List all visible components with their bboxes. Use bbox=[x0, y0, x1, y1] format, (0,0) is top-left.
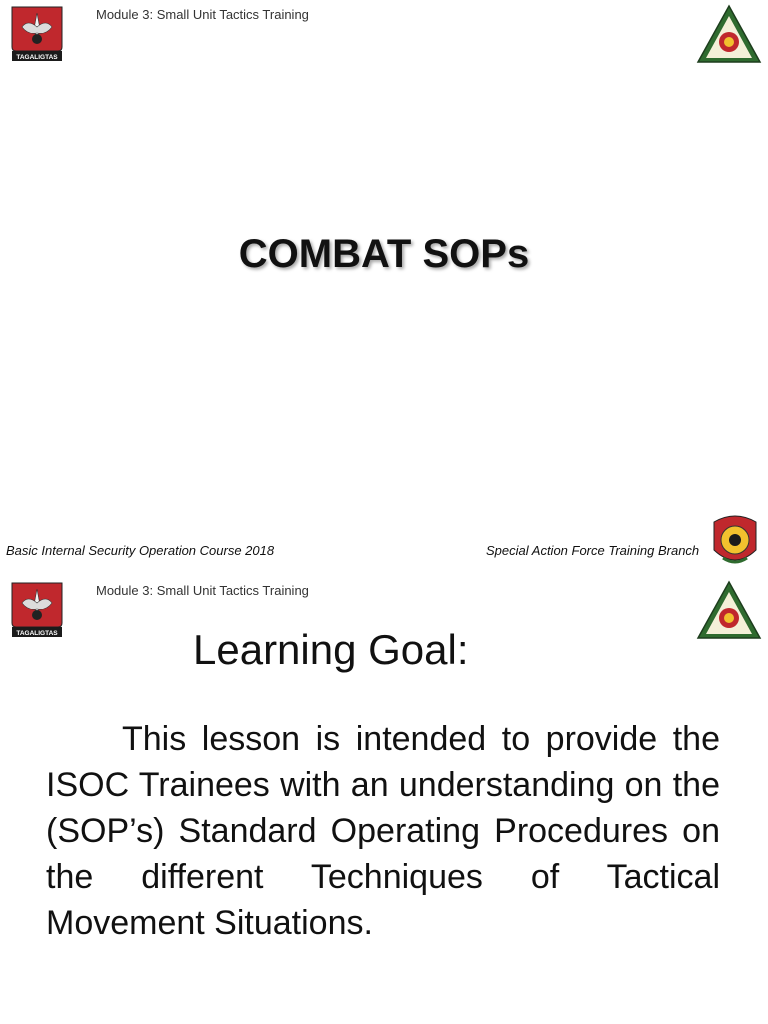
module-header: Module 3: Small Unit Tactics Training bbox=[96, 583, 309, 598]
tagaligtas-emblem-icon bbox=[8, 581, 66, 639]
course-footer: Basic Internal Security Operation Course 2018 bbox=[6, 543, 275, 558]
triangle-seal-icon bbox=[696, 580, 762, 640]
module-header: Module 3: Small Unit Tactics Training bbox=[96, 7, 309, 22]
branch-footer: Special Action Force Training Branch bbox=[486, 543, 700, 558]
triangle-seal-icon bbox=[696, 4, 762, 64]
svg-text:TAGALIGTAS: TAGALIGTAS bbox=[16, 630, 58, 637]
learning-goal-heading: Learning Goal: bbox=[193, 626, 469, 673]
svg-text:TAGALIGTAS: TAGALIGTAS bbox=[16, 54, 58, 61]
slide-2 bbox=[0, 576, 768, 1024]
slide-title: COMBAT SOPs bbox=[238, 232, 530, 276]
tagaligtas-emblem-icon bbox=[8, 5, 66, 63]
saf-seal-icon bbox=[708, 510, 762, 570]
learning-goal-text: This lesson is intended to provide the ISOC Trainees with an understanding on the (SOP’s) Standard Operating Procedures on the different Techniques of Tactical Movement Situations. bbox=[46, 720, 720, 942]
